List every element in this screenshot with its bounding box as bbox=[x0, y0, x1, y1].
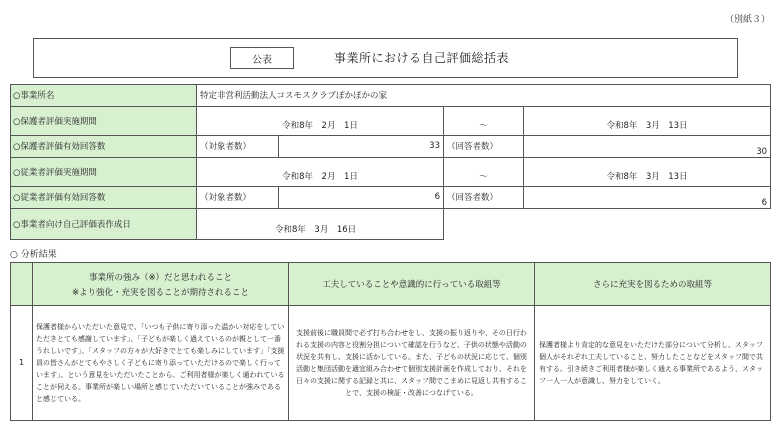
analysis-table bbox=[10, 262, 771, 421]
row-number: 1 bbox=[11, 306, 33, 421]
header-num-cell bbox=[11, 263, 33, 306]
info-table bbox=[10, 84, 771, 240]
facility-row bbox=[11, 85, 771, 107]
staff-period-start: 令和8年 2月 1日 bbox=[197, 157, 444, 187]
guardian-target-label: （対象者数） bbox=[197, 136, 279, 158]
staff-period-row bbox=[11, 157, 771, 187]
staff-target-label: （対象者数） bbox=[197, 187, 279, 209]
analysis-section-label: ○ 分析結果 bbox=[10, 250, 57, 260]
public-badge: 公表 bbox=[230, 47, 294, 69]
header-improvements: さらに充実を図るための取組等 bbox=[535, 263, 771, 306]
staff-period-label: ○従業者評価実施期間 bbox=[11, 157, 197, 187]
guardian-period-row bbox=[11, 106, 771, 136]
staff-answer-label: （回答者数） bbox=[444, 187, 524, 209]
created-date-row bbox=[11, 208, 771, 240]
efforts-text: 支援前後に職員間で必ず打ち合わせをし、支援の振り返りや、その日行われる支援の内容と役割分担について確認を行うなど、子供の状態や活動の状況を共有し、支援に活かしている。また、子どもの状況に応じて、個別活動と集団活動を適宜組み合わせて個別支援計画を作成しており、それを日々の支援に関する記録と共に、スタッフ間でこまめに見返し共有することで、支援の検証・改善につなげている。 bbox=[289, 306, 535, 421]
staff-answer-count: 6 bbox=[524, 187, 771, 209]
created-date-label: ○事業者向け自己評価表作成日 bbox=[11, 208, 197, 240]
guardian-answer-count: 30 bbox=[524, 136, 771, 158]
analysis-header-row bbox=[11, 263, 771, 306]
guardian-count-row bbox=[11, 136, 771, 158]
staff-target-count: 6 bbox=[279, 187, 444, 209]
analysis-row bbox=[11, 306, 771, 421]
strength-title: 事業所の強み（※）だと思われること bbox=[88, 272, 233, 283]
staff-count-row bbox=[11, 187, 771, 209]
guardian-period-end: 令和8年 3月 13日 bbox=[524, 106, 771, 136]
header-efforts: 工夫していることや意識的に行っている取組等 bbox=[289, 263, 535, 306]
strength-text: 保護者様からいただいた意見で、「いつも子供に寄り添った温かい対応をしていただきとても感謝しています」、「子どもが楽しく過えているのが親として一番うれしいです」、「スタッフの方々が大好きでとても楽しみにしています」「支援員の皆さんがとてもやさしく子どもに寄り添っていただけるので楽しく行っています」、という意見をいただいたことから、ご利用者様が楽しく通われていることが伺える。事業所が楽しい場所と感じていただいていることが強みであると感じている。 bbox=[33, 306, 289, 421]
annex-label: （別紙３） bbox=[724, 15, 770, 25]
guardian-target-count: 33 bbox=[279, 136, 444, 158]
facility-name: 特定非営利活動法人コスモスクラブぽかぽかの家 bbox=[197, 85, 771, 107]
guardian-period-tilde: ～ bbox=[444, 106, 524, 136]
staff-period-end: 令和8年 3月 13日 bbox=[524, 157, 771, 187]
guardian-count-label: ○保護者評価有効回答数 bbox=[11, 136, 197, 158]
staff-period-tilde: ～ bbox=[444, 157, 524, 187]
title-box bbox=[33, 38, 738, 78]
guardian-period-start: 令和8年 2月 1日 bbox=[197, 106, 444, 136]
strength-note: ※より強化・充実を図ることが期待されること bbox=[71, 287, 250, 298]
page-title: 事業所における自己評価総括表 bbox=[334, 51, 510, 65]
header-strength bbox=[33, 263, 289, 306]
guardian-answer-label: （回答者数） bbox=[444, 136, 524, 158]
guardian-period-label: ○保護者評価実施期間 bbox=[11, 106, 197, 136]
improvements-text: 保護者様より肯定的な意見をいただけた部分について分析し、スタッフ個人がそれぞれ工夫していること、努力したことなどをスタッフ間で共有する。引き続きご利用者様が楽しく通える事業所であるよう、スタッフ一人一人が意識し、努力をしていく。 bbox=[535, 306, 771, 421]
staff-count-label: ○従業者評価有効回答数 bbox=[11, 187, 197, 209]
facility-label: ○事業所名 bbox=[11, 85, 197, 107]
created-date: 令和8年 3月 16日 bbox=[197, 208, 444, 240]
